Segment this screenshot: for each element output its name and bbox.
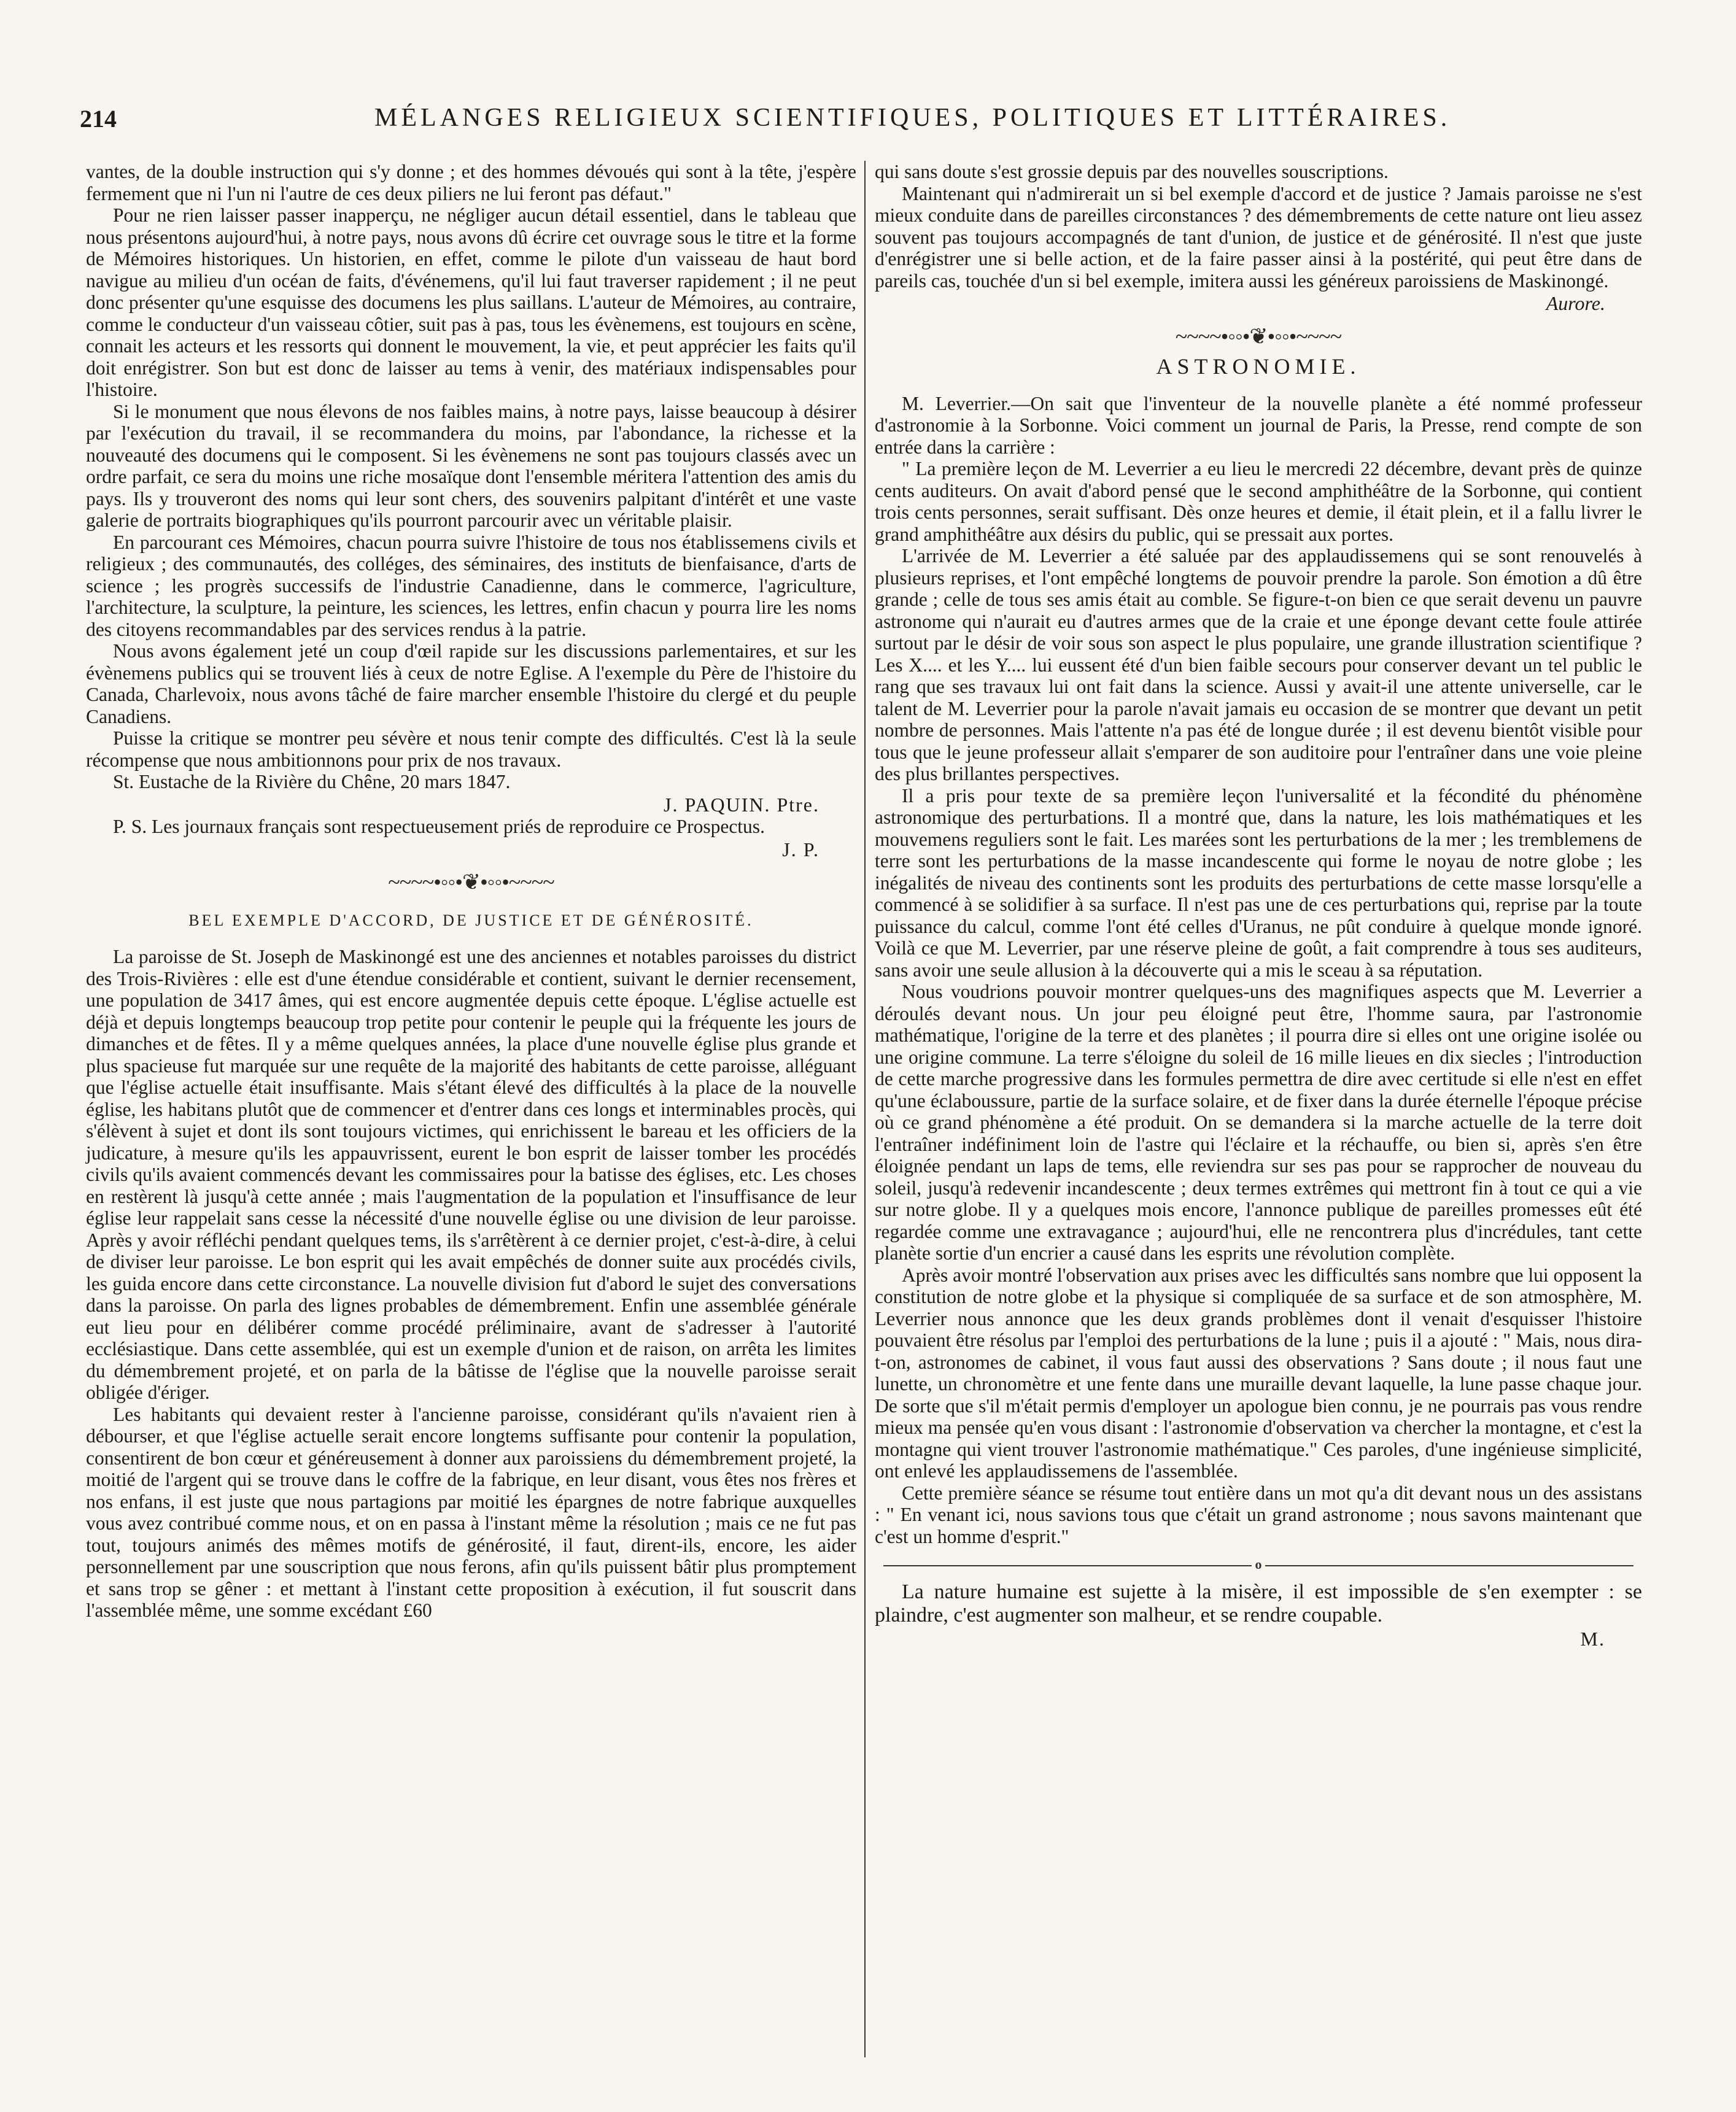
signature: J. PAQUIN. Ptre. [664,793,820,816]
section-rule [875,1553,1642,1576]
paragraph: Pour ne rien laisser passer inapperçu, ne négliger aucun détail essentiel, dans le tableau que nous présentons aujourd'hui, à notre pays, nous avons dû écrire cet ouvrage sous le titre et la forme de Mémoires historiques. Un historien, en effet, comme le pilote d'un vaisseau de haut bord navigue au milieu d'un océan de faits, d'événemens, qu'il lui faut traverser rapidement ; il ne peut donc présenter qu'une esquisse des documens les plus saillans. L'auteur de Mémoires, au contraire, comme le conducteur d'un vaisseau côtier, suit pas à pas, tous les évènemens, est toujours en scène, connait les acteurs et les ressorts qui donnent le mouvement, la vie, et peut apprécier les faits qu'il doit enrégistrer. Son but est donc de laisser au tems à venir, des matériaux indispensables pour l'histoire. [86,204,856,400]
paragraph: Après avoir montré l'observation aux prises avec les difficultés sans nombre que lui opposent la constitution de notre globe et la physique si compliquée de sa surface et de son atmosphère, M. Leverrier nous annonce que les deux grands problèmes dont il venait d'esquisser l'histoire pouvaient être résolus par l'emploi des perturbations de la lune ; puis il a ajouté : " Mais, nous dira-t-on, astronomes de cabinet, il vous faut aussi des observations ? Sans doute ; il nous faut une lunette, un chronomètre et une fente dans une muraille devant laquelle, la lune passe chaque jour. De sorte que s'il m'était permis d'employer un apologue bien connu, je ne pourrais pas vous rendre mieux ma pensée qu'en vous disant : l'astronomie d'observation va chercher la montagne, et c'est la montagne qui vient trouver l'astronomie mathématique." Ces paroles, d'une ingénieuse simplicité, ont enlevé les applaudissemens de l'assemblée. [875,1264,1642,1482]
ornament-divider: ~~~~•◦◦•❦•◦◦•~~~~ [388,870,554,894]
paragraph: Nous avons également jeté un coup d'œil rapide sur les discussions parlementaires, et sur les évènemens publics qui se trouvent liés à ceux de notre Eglise. A l'exemple du Père de l'histoire du Canada, Charlevoix, nous avons tâché de faire marcher ensemble l'histoire du clergé et du peuple Canadiens. [86,640,856,727]
postscript-initials: J. P. [782,838,820,861]
paragraph: Il a pris pour texte de sa première leçon l'universalité et la fécondité du phénomène astronomique des perturbations. Il a montré que, dans la nature, les lois mathématiques et les mouvemens reguliers sont le fait. Les marées sont les perturbations de la mer ; les tremblemens de terre sont les perturbations de la masse incandescente qui forme le noyau de notre globe ; les inégalités de niveau des continents sont les produits des perturbations de cette masse lorsqu'elle a commencé à se solidifier à sa surface. Il n'est pas une de ces perturbations qui, reprise par la toute puissance du calcul, comme l'ont été celles d'Uranus, ne pût conduire à quelque monde ignoré. Voilà ce que M. Leverrier, par une réserve pleine de goût, a fait comprendre à tous ses auditeurs, sans avoir une seule allusion à la découverte qui a mis le sceau à sa réputation. [875,784,1642,981]
paragraph: qui sans doute s'est grossie depuis par des nouvelles souscriptions. [875,161,1389,182]
paragraph: Les habitants qui devaient rester à l'ancienne paroisse, considérant qu'ils n'avaient rien à débourser, et que l'église actuelle serait encore longtems suffisante pour contenir la population, consentirent de bon cœur et généreusement à donner aux paroissiens du démembrement projeté, la moitié de l'argent qui se trouve dans le coffre de la fabrique, en leur disant, vous êtes nos frères et nos enfans, il est juste que nous partagions par moitié les épargnes de notre fabrique auxquelles vous avez contribué comme nous, et on en passa à l'instant même la résolution ; mais ce ne fut pas tout, toujours animés des mêmes motifs de générosité, il faut, dirent-ils, encore, les aider personnellement par une souscription que nous ferons, afin qu'ils puissent bâtir plus promptement et sans trop se gêner : et mettant à l'instant cette proposition à exécution, il fut souscrit dans l'assemblée même, une somme excédant £60 [86,1403,856,1621]
paragraph: Cette première séance se résume tout entière dans un mot qu'a dit devant nous un des assistans : " En venant ici, nous savions tous que c'était un grand astronome ; nous savons maintenant que c'est un homme d'esprit." [875,1482,1642,1547]
paragraph: La nature humaine est sujette à la misère, il est impossible de s'en exempter : se plaindre, c'est augmenter son malheur, et se rendre coupable. [875,1580,1642,1627]
paragraph: vantes, de la double instruction qui s'y donne ; et des hommes dévoués qui sont à la tête, j'espère fermement que ni l'un ni l'autre de ces deux piliers ne lui feront pas défaut." [86,161,856,204]
closing-maxim [875,1580,1642,1650]
paragraph: Maintenant qui n'admirerait un si bel exemple d'accord et de justice ? Jamais paroisse ne s'est mieux conduite dans de pareilles circonstances ? des démembrements de cette nature ont lieu assez souvent pas toujours accompagnés de tant d'union, de justice et de générosité. Il n'est que juste d'enrégistrer une si belle action, et de la faire passer ainsi à la postérité, qui peut être dans de pareils cas, touchée d'un si bel exemple, imitera aussi les généreux paroissiens de Maskinongé. [875,182,1642,292]
page-header [80,98,1664,141]
paragraph: Puisse la critique se montrer peu sévère et nous tenir compte des difficultés. C'est là la seule récompense que nous ambitionnons pour prix de nos travaux. [86,727,856,771]
paragraph: Nous voudrions pouvoir montrer quelques-uns des magnifiques aspects que M. Leverrier a déroulés devant nous. Un jour peu éloigné peut être, l'homme saura, par l'astronomie mathématique, l'origine de la terre et des planètes ; il pourra dire si elles ont une origine isolée ou une origine commune. La terre s'éloigne du soleil de 16 mille lieues en dix siecles ; l'introduction de cette marche progressive dans les formules permettra de dire avec certitude si elle n'est en effet qu'une éclaboussure, partie de la surface solaire, et de fixer dans la durée éternelle l'époque précise où ce grand phénomène a été produit. On se demandera si la marche actuelle de la terre doit l'entraîner indéfiniment loin de l'astre qui l'éclaire et la réchauffe, ou bien si, après s'en être éloignée pendant un laps de tems, elle reviendra sur ses pas pour se rapprocher de nouveau du soleil, jusqu'à redevenir incandescente ; deux termes extrêmes qui mettront fin à tout ce qui a vie sur notre globe. Il y a quelques mois encore, l'annonce publique de pareilles promesses eût été regardée comme une extravagance ; aujourd'hui, elle ne rencontrera plus d'incrédules, tant cette planète sortie d'un encrier a causé dans les esprits une révolution complète. [875,981,1642,1264]
source-credit: Aurore. [1546,292,1605,314]
rule-mark: o [1255,1557,1262,1572]
running-title: MÉLANGES RELIGIEUX SCIENTIFIQUES, POLITIQUES ET LITTÉRAIRES. [374,104,1451,132]
maxim-initial: M. [1580,1627,1605,1650]
column-divider [864,161,866,2057]
ornament-divider: ~~~~•◦◦•❦•◦◦•~~~~ [1175,323,1342,349]
left-column [86,161,856,1622]
right-column [875,161,1642,1650]
postscript: P. S. Les journaux français sont respectueusement priés de reproduire ce Prospectus. [113,816,765,837]
paragraph: En parcourant ces Mémoires, chacun pourra suivre l'histoire de tous nos établissemens civils et religieux ; des communautés, des colléges, des séminaires, des instituts de bienfaisance, d'arts de science ; les progrès successifs de l'industrie Canadienne, dans le commerce, l'agriculture, l'architecture, la sculpture, la peinture, les sciences, les lettres, enfin chacun y pourra lire les noms des citoyens recommandables par des services rendus à la patrie. [86,531,856,640]
page-number: 214 [80,105,117,133]
section-title: ASTRONOMIE. [1156,354,1361,379]
paragraph: M. Leverrier.—On sait que l'inventeur de la nouvelle planète a été nommé professeur d'astronomie à la Sorbonne. Voici comment un journal de Paris, la Presse, rend compte de son entrée dans la carrière : [875,392,1642,458]
date-line: St. Eustache de la Rivière du Chêne, 20 mars 1847. [113,771,511,792]
paragraph: La paroisse de St. Joseph de Maskinongé est une des anciennes et notables paroisses du district des Trois-Rivières : elle est d'une étendue considérable et contient, suivant le dernier recensement, une population de 3417 âmes, qui est encore augmentée depuis cette époque. L'église actuelle est déjà et depuis longtemps beaucoup trop petite pour contenir le peuple qui la fréquente les jours de dimanches et de fêtes. Il y a même quelques années, la place d'une nouvelle église plus grande et plus spacieuse fut marquée sur une requête de la majorité des habitants de cette paroisse, alléguant que l'église actuelle était insuffisante. Mais s'étant élevé des difficultés à la place de la nouvelle église, les habitans plutôt que de commencer et d'entrer dans ces longs et interminables procès, qui s'élèvent à sujet et dont ils sont toujours victimes, qui enrichissent le bareau et les officiers de la judicature, à mesure qu'ils les appauvrissent, eurent le bon esprit de laisser tomber les procédés civils qu'ils avaient commencés devant les commissaires pour la batisse des églises, etc. Les choses en restèrent là jusqu'à cette année ; mais l'augmentation de la population et l'insuffisance de leur église leur rappelait sans cesse la nécessité d'une nouvelle église ou une division de leur paroisse. Après y avoir réfléchi pendant quelques tems, ils s'arrêtèrent à ce dernier projet, c'est-à-dire, à celui de diviser leur paroisse. Le bon esprit qui les avait empêchés de donner suite aux procédés civils, les guida encore dans cette circonstance. La nouvelle division fut d'abord le sujet des conversations dans la paroisse. On parla des lignes probables de démembrement. Enfin une assemblée générale eut lieu pour en délibérer comme procédé préliminaire, avant de s'adresser à l'autorité ecclésiastique. Dans cette assemblée, qui est un exemple d'union et de raison, on arrêta les limites du démembrement projeté, et on parla de la bâtisse de l'église que la nouvelle paroisse serait obligée d'ériger. [86,946,856,1403]
paragraph: " La première leçon de M. Leverrier a eu lieu le mercredi 22 décembre, devant près de quinze cents auditeurs. On avait d'abord pensé que le second amphithéâtre de la Sorbonne, qui contient trois cents personnes, serait suffisant. Dès onze heures et demie, il était plein, et il a fallu livrer le grand amphithéâtre aux désirs du public, qui se pressait aux portes. [875,458,1642,545]
paragraph: Si le monument que nous élevons de nos faibles mains, à notre pays, laisse beaucoup à désirer par l'exécution du travail, il se recommandera du moins, par l'abondance, la richesse et la nouveauté des documens qui le composent. Si les évènemens ne sont pas toujours classés avec un ordre parfait, ce sera du moins une riche mosaïque dont l'ensemble méritera l'attention des amis du pays. Ils y trouveront des noms qui leur sont chers, des souvenirs palpitant d'intérêt et une vaste galerie de portraits biographiques qu'ils pourront parcourir avec un véritable plaisir. [86,400,856,531]
section-title: BEL EXEMPLE D'ACCORD, DE JUSTICE ET DE GÉNÉROSITÉ. [188,911,754,929]
rule-line [883,1565,1252,1566]
rule-line [1265,1565,1633,1566]
paragraph: L'arrivée de M. Leverrier a été saluée par des applaudissemens qui se sont renouvelés à plusieurs reprises, et l'ont empêché longtems de pouvoir prendre la parole. Son émotion a dû être grande ; celle de tous ses amis était au comble. Se figure-t-on bien ce que serait devenu un pauvre astronome qui n'aurait eu d'autres armes que de la craie et une éponge devant cette foule attirée surtout par le désir de voir sous son aspect le plus populaire, une grande illustration scientifique ? Les X.... et les Y.... lui eussent été d'un bien faible secours pour conserver devant un tel public le rang que ses travaux lui ont fait dans la science. Aussi y avait-il une attente universelle, car le talent de M. Leverrier pour la parole n'avait jamais eu occasion de se montrer que devant un petit nombre de personnes. Mais l'attente n'a pas été de longue durée ; il est devenu bientôt visible pour tous que le jeune professeur allait s'emparer de son auditoire pour l'entraîner dans une voie pleine des plus brillantes perspectives. [875,545,1642,784]
